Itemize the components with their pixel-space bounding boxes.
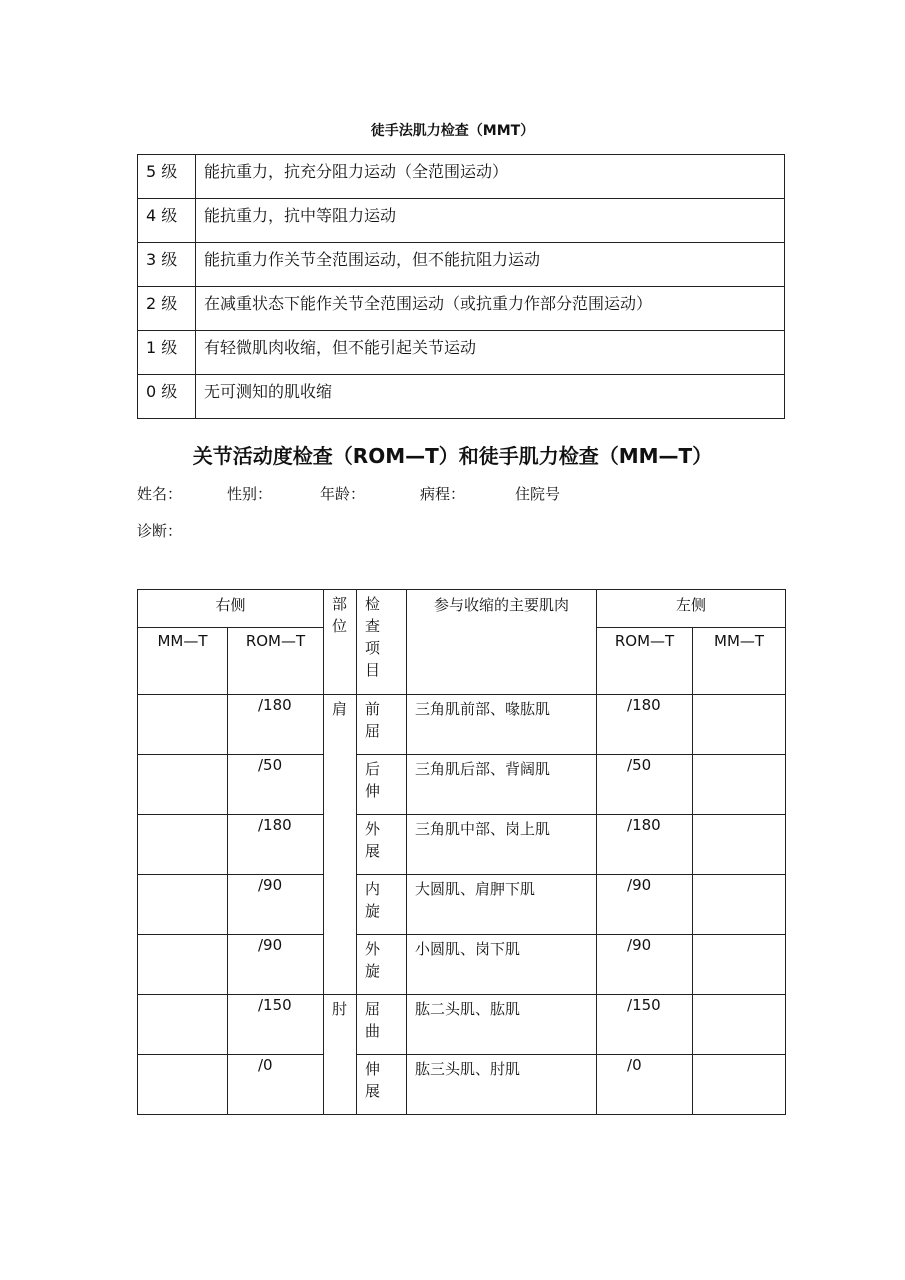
muscles-cell: 三角肌后部、背阔肌 — [407, 755, 597, 815]
muscles-cell: 肱三头肌、肘肌 — [407, 1055, 597, 1115]
rom-row — [138, 935, 786, 995]
right-rom-value: /180 — [228, 815, 324, 875]
mmt-description: 能抗重力，抗充分阻力运动（全范围运动） — [196, 155, 785, 199]
item-cell — [357, 695, 407, 755]
muscles-cell: 三角肌前部、喙肱肌 — [407, 695, 597, 755]
rom-row — [138, 755, 786, 815]
left-rom-value: /50 — [597, 755, 693, 815]
mmt-row — [138, 243, 785, 287]
diagnosis-field-label: 诊断： — [137, 522, 183, 540]
left-mmt-cell[interactable] — [693, 995, 786, 1055]
left-mmt-cell[interactable] — [693, 1055, 786, 1115]
left-mmt-cell[interactable] — [693, 755, 786, 815]
rom-row — [138, 1055, 786, 1115]
item-text: 内旋 — [365, 880, 381, 920]
right-rom-value: /150 — [228, 995, 324, 1055]
left-mmt-cell[interactable] — [693, 875, 786, 935]
right-rom-value: /50 — [228, 755, 324, 815]
item-cell — [357, 875, 407, 935]
sex-field-label: 性别： — [227, 485, 273, 503]
mmt-description: 能抗重力，抗中等阻力运动 — [196, 199, 785, 243]
right-mmt-cell[interactable] — [138, 995, 228, 1055]
left-rom-value: /0 — [597, 1055, 693, 1115]
rom-title: 关节活动度检查（ROM—T）和徒手肌力检查（MM—T） — [192, 444, 713, 468]
mmt-grade: 4 级 — [138, 199, 196, 243]
left-side-header: 左侧 — [597, 590, 786, 628]
item-cell — [357, 935, 407, 995]
left-rom-value: /90 — [597, 875, 693, 935]
age-field-label: 年龄： — [320, 485, 366, 503]
item-header — [357, 590, 407, 695]
mmt-row — [138, 375, 785, 419]
rom-row — [138, 995, 786, 1055]
left-mmt-cell[interactable] — [693, 815, 786, 875]
mmt-grade: 3 级 — [138, 243, 196, 287]
mmt-grade: 1 级 — [138, 331, 196, 375]
right-romt-header: ROM—T — [228, 628, 324, 695]
left-rom-value: /180 — [597, 695, 693, 755]
rom-row — [138, 815, 786, 875]
rom-row — [138, 875, 786, 935]
muscles-cell: 小圆肌、岗下肌 — [407, 935, 597, 995]
muscles-cell: 肱二头肌、肱肌 — [407, 995, 597, 1055]
mmt-description: 能抗重力作关节全范围运动，但不能抗阻力运动 — [196, 243, 785, 287]
muscles-cell: 大圆肌、肩胛下肌 — [407, 875, 597, 935]
right-rom-value: /180 — [228, 695, 324, 755]
item-text: 后伸 — [365, 760, 381, 800]
mmt-grade-table — [137, 154, 785, 419]
left-mmt-cell[interactable] — [693, 935, 786, 995]
item-cell — [357, 755, 407, 815]
mmt-title: 徒手法肌力检查（MMT） — [370, 123, 535, 139]
part-cell: 肩 — [324, 695, 357, 995]
rom-row — [138, 695, 786, 755]
item-cell — [357, 815, 407, 875]
item-cell — [357, 1055, 407, 1115]
mmt-description: 有轻微肌肉收缩，但不能引起关节运动 — [196, 331, 785, 375]
right-mmt-cell[interactable] — [138, 815, 228, 875]
item-header-text: 检查项目 — [365, 595, 381, 679]
right-rom-value: /0 — [228, 1055, 324, 1115]
mmt-row — [138, 155, 785, 199]
muscles-header: 参与收缩的主要肌肉 — [407, 590, 597, 695]
part-header-text: 部位 — [332, 595, 348, 635]
right-rom-value: /90 — [228, 875, 324, 935]
left-rom-value: /90 — [597, 935, 693, 995]
left-romt-header: ROM—T — [597, 628, 693, 695]
right-mmt-cell[interactable] — [138, 755, 228, 815]
left-rom-value: /150 — [597, 995, 693, 1055]
right-mmt-cell[interactable] — [138, 875, 228, 935]
right-side-header: 右侧 — [138, 590, 324, 628]
part-header — [324, 590, 357, 695]
left-mmt-cell[interactable] — [693, 695, 786, 755]
rom-mmt-table — [137, 589, 786, 1115]
part-cell: 肘 — [324, 995, 357, 1115]
mmt-row — [138, 287, 785, 331]
item-cell — [357, 995, 407, 1055]
name-field-label: 姓名： — [137, 485, 183, 503]
item-text: 前屈 — [365, 700, 381, 740]
item-text: 伸展 — [365, 1060, 381, 1100]
mmt-grade: 5 级 — [138, 155, 196, 199]
right-rom-value: /90 — [228, 935, 324, 995]
muscles-cell: 三角肌中部、岗上肌 — [407, 815, 597, 875]
item-text: 外旋 — [365, 940, 381, 980]
item-text: 屈曲 — [365, 1000, 381, 1040]
item-text: 外展 — [365, 820, 381, 860]
course-field-label: 病程： — [420, 485, 466, 503]
right-mmt-cell[interactable] — [138, 935, 228, 995]
right-mmt-header: MM—T — [138, 628, 228, 695]
mmt-grade: 0 级 — [138, 375, 196, 419]
mmt-grade: 2 级 — [138, 287, 196, 331]
left-mmt-header: MM—T — [693, 628, 786, 695]
mmt-description: 无可测知的肌收缩 — [196, 375, 785, 419]
mmt-row — [138, 331, 785, 375]
right-mmt-cell[interactable] — [138, 1055, 228, 1115]
mmt-description: 在减重状态下能作关节全范围运动（或抗重力作部分范围运动） — [196, 287, 785, 331]
left-rom-value: /180 — [597, 815, 693, 875]
mmt-row — [138, 199, 785, 243]
right-mmt-cell[interactable] — [138, 695, 228, 755]
inpatient-number-label: 住院号 — [515, 485, 561, 503]
